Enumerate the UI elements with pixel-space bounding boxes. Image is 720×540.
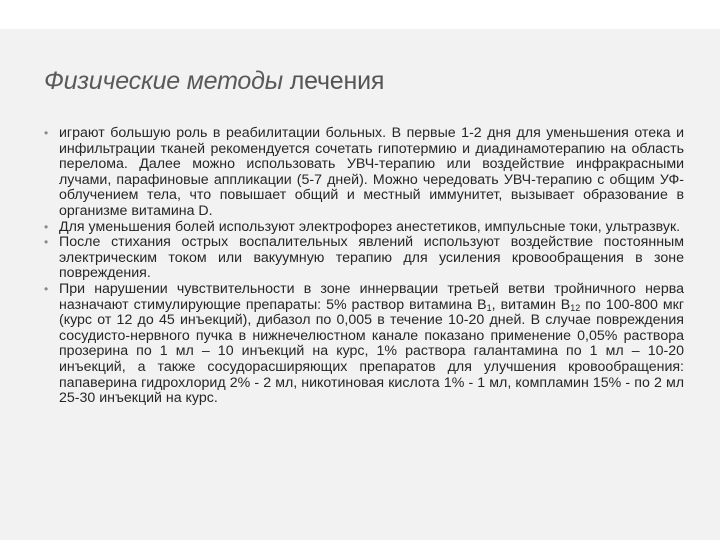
bullet-list bbox=[44, 126, 684, 407]
bullet-icon: • bbox=[44, 235, 49, 250]
top-band bbox=[0, 0, 720, 29]
bullet-icon: • bbox=[44, 219, 49, 234]
list-item bbox=[44, 126, 684, 220]
list-item bbox=[44, 282, 684, 407]
list-item-text: играют большую роль в реабилитации больных. В первые 1-2 дня для уменьшения отека и инфильтрации тканей рекомендуется сочетать гипотермию и диадинамотерапию на область перелома. Далее можно использовать УВЧ-терапию или воздействие инфракрасными лучами, парафиновые аппликации (5-7 дней). Можно чередовать УВЧ-терапию с общим УФ-облучением тела, что повышает общий и местный иммунитет, вызывает образование в организме витамина D. bbox=[59, 125, 684, 219]
slide-title bbox=[44, 67, 384, 96]
list-item-text: После стихания острых воспалительных явлений используют воздействие постоянным электрическим током или вакуумную терапию для усиления кровообращения в зоне повреждения. bbox=[59, 234, 684, 282]
bullet-icon: • bbox=[44, 281, 49, 296]
slide bbox=[0, 29, 720, 540]
slide-title-italic: Физические методы bbox=[44, 67, 283, 95]
subscript: 12 bbox=[570, 302, 581, 313]
list-item-text bbox=[59, 282, 684, 407]
list-item-text: Для уменьшения болей используют электрофорез анестетиков, импульсные токи, ультразвук. bbox=[59, 218, 681, 235]
bullet-icon: • bbox=[44, 126, 49, 140]
list-item bbox=[44, 220, 684, 236]
list-item bbox=[44, 235, 684, 282]
list-item-text-part: по 100-800 мкг (курс от 12 до 45 инъекций), дибазол по 0,005 в течение 10-20 дней. В случае повреждения сосудисто-нервного пучка в нижнечелюстном канале показано применение 0,05% раствора прозерина по 1 мл – 10 инъекций на курс, 1% раствора галантамина по 1 мл – 10-20 инъекций, а также сосудорасширяющих препаратов для улучшения кровообращения: папаверина гидрохлорид 2% - 2 мл, никотиновая кислота 1% - 1 мл, компламин 15% - по 2 мл 25-30 инъекций на курс. bbox=[59, 296, 684, 407]
list-item-text-part: , витамин B bbox=[491, 296, 571, 313]
list-item-text-part: При нарушении чувствительности в зоне иннервации третьей ветви тройничного нерва назначают стимулирующие препараты: 5% раствор витамина B bbox=[59, 280, 684, 313]
subscript: 1 bbox=[486, 302, 492, 313]
slide-title-rest: лечения bbox=[282, 67, 385, 95]
